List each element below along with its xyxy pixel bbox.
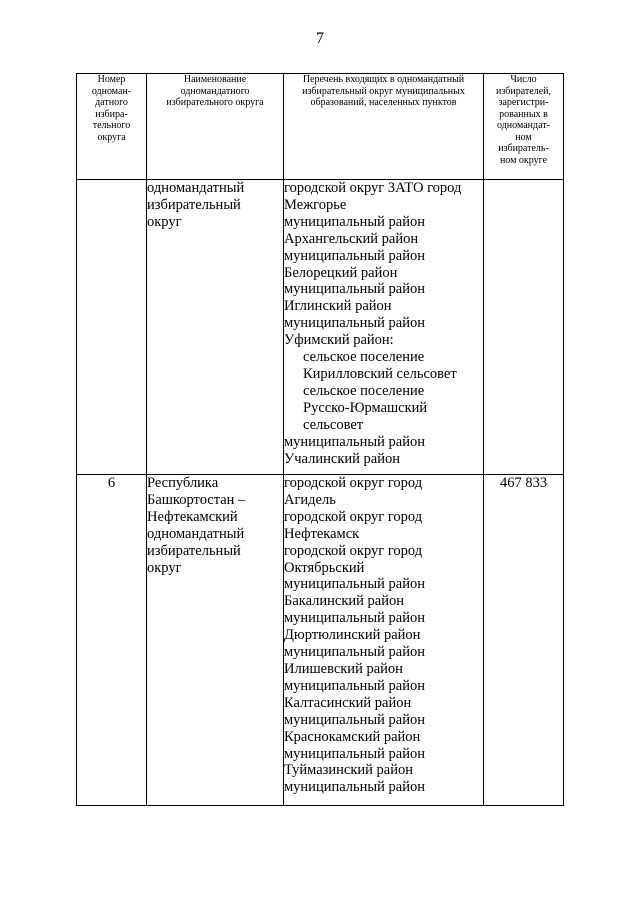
district-name-line: одномандатный	[147, 180, 245, 196]
district-name	[147, 180, 284, 475]
table-header-row	[77, 74, 564, 180]
district-municipalities	[284, 475, 484, 806]
municipality-entry: сельсовет	[303, 416, 364, 433]
district-name-line: округ	[147, 559, 182, 576]
municipality-entry: муниципальный район	[284, 576, 425, 593]
district-number: 6	[77, 475, 147, 806]
municipality-entry: городской округ город	[284, 475, 423, 491]
municipality-entry: муниципальный район	[284, 644, 425, 661]
header-number: Номер одноман- датного избира- тельного округа	[77, 74, 147, 180]
municipality-entry: Агидель	[284, 491, 336, 508]
municipality-entry: Калтасинский район	[284, 694, 412, 711]
municipality-entry: сельское поселение	[303, 382, 425, 399]
municipality-entry: Краснокамский район	[284, 728, 421, 745]
municipality-entry: Межгорье	[284, 196, 347, 213]
table-row	[77, 180, 564, 475]
district-name-line: одномандатный	[147, 525, 245, 542]
district-name-line: Республика	[147, 475, 219, 491]
district-name-line: избирательный	[147, 196, 241, 213]
municipality-entry: Кирилловский сельсовет	[303, 365, 457, 382]
header-name: Наименование одномандатного избирательного округа	[147, 74, 284, 180]
page-number: 7	[316, 30, 324, 47]
municipality-entry: Учалинский район	[284, 450, 400, 467]
municipality-entry: муниципальный район	[284, 677, 425, 694]
header-count: Число избирателей, зарегистри- рованных в одномандат- ном избиратель- ном округе	[484, 74, 564, 180]
municipality-entry: Нефтекамск	[284, 525, 360, 542]
municipality-entry: муниципальный район	[284, 315, 425, 332]
municipality-entry: городской округ город	[284, 542, 423, 559]
municipality-entry: муниципальный район	[284, 610, 425, 627]
district-name-line: округ	[147, 213, 182, 230]
municipality-entry: Русско-Юрмашский	[303, 399, 428, 416]
municipality-entry: Дюртюлинский район	[284, 627, 421, 644]
municipality-entry: Туймазинский район	[284, 762, 413, 779]
voter-count: 467 833	[484, 475, 564, 806]
header-list: Перечень входящих в одномандатный избирательный округ муниципальных образований, населенных пунктов	[284, 74, 484, 180]
municipality-entry: муниципальный район	[284, 779, 425, 796]
municipality-entry: Белорецкий район	[284, 264, 398, 281]
municipality-entry: Уфимский район:	[284, 332, 394, 349]
districts-table	[76, 73, 564, 806]
municipality-entry: муниципальный район	[284, 247, 425, 264]
municipality-entry: муниципальный район	[284, 711, 425, 728]
municipality-entry: Иглинский район	[284, 298, 392, 315]
municipality-entry: Архангельский район	[284, 230, 419, 247]
municipality-entry: Октябрьский	[284, 559, 365, 576]
municipality-entry: Илишевский район	[284, 660, 403, 677]
district-name	[147, 475, 284, 806]
municipality-entry: муниципальный район	[284, 213, 425, 230]
district-name-line: Башкортостан –	[147, 491, 246, 508]
municipality-entry: городской округ город	[284, 508, 423, 525]
municipality-entry: сельское поселение	[303, 349, 425, 366]
municipality-entry: муниципальный район	[284, 281, 425, 298]
district-name-line: Нефтекамский	[147, 508, 238, 525]
municipality-entry: Бакалинский район	[284, 593, 404, 610]
table-row	[77, 475, 564, 806]
district-number	[77, 180, 147, 475]
municipality-entry: муниципальный район	[284, 433, 425, 450]
municipality-entry: городской округ ЗАТО город	[284, 180, 462, 196]
district-municipalities	[284, 180, 484, 475]
municipality-entry: муниципальный район	[284, 745, 425, 762]
voter-count	[484, 180, 564, 475]
district-name-line: избирательный	[147, 542, 241, 559]
